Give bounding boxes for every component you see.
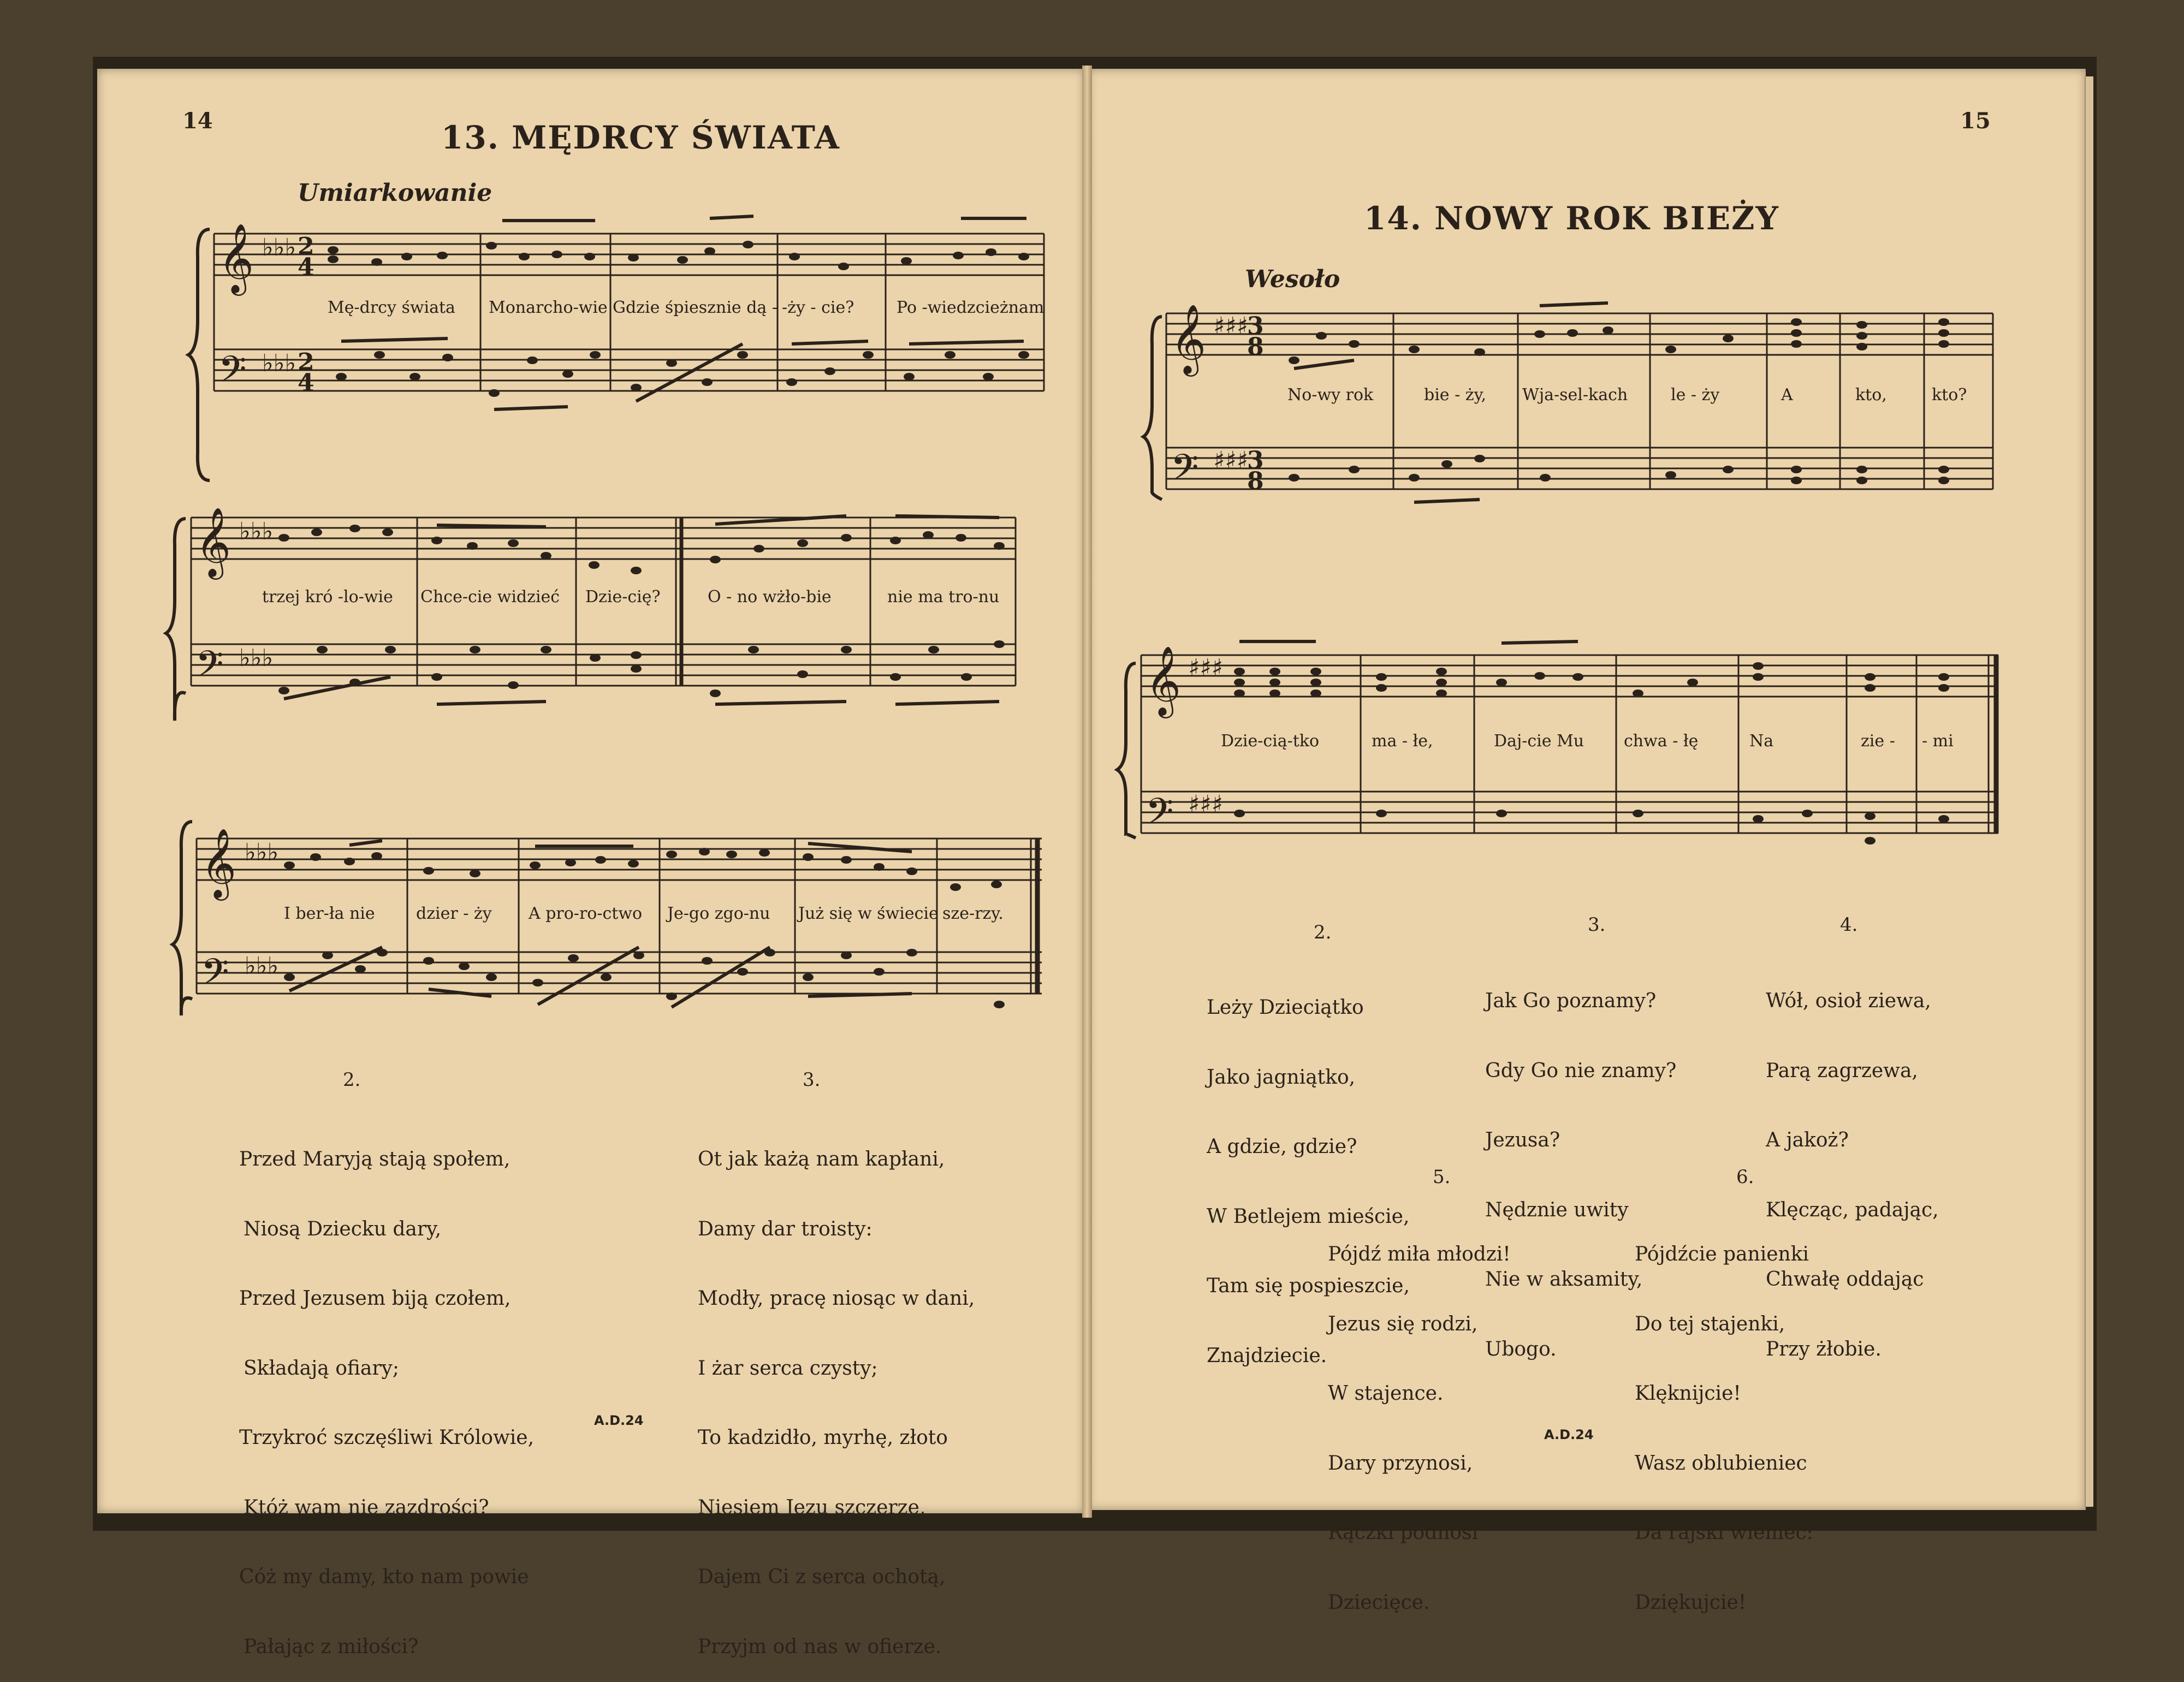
verse-number: 5. bbox=[1433, 1166, 1451, 1188]
verse-line: Rączki podnosi bbox=[1328, 1521, 1479, 1544]
page-number-right: 15 bbox=[1960, 108, 1991, 134]
verse-line: Gdy Go nie znamy? bbox=[1485, 1059, 1677, 1082]
verse-line: Znajdziecie. bbox=[1207, 1344, 1327, 1367]
verse-line: Wół, osioł ziewa, bbox=[1766, 990, 1931, 1012]
lyric-segment: chwa - łę bbox=[1624, 732, 1699, 751]
lyric-segment: No-wy rok bbox=[1287, 385, 1374, 405]
svg-text:♯♯♯: ♯♯♯ bbox=[1188, 654, 1223, 682]
lyric-segment: Je-go zgo-nu bbox=[667, 904, 770, 923]
lyric-segment: A pro-ro-ctwo bbox=[529, 904, 643, 923]
verse-line: Jezusa? bbox=[1485, 1129, 1560, 1151]
verse-line: Dajem Ci z serca ochotą, bbox=[698, 1566, 946, 1588]
lyric-segment: Dzie-cią-tko bbox=[1221, 732, 1320, 751]
page-number-left: 14 bbox=[182, 108, 213, 134]
lyric-segment: trzej kró -lo-wie bbox=[262, 587, 393, 607]
verse-line: Niesiem Jezu szczerze, bbox=[698, 1496, 926, 1519]
svg-text:♯♯♯: ♯♯♯ bbox=[1213, 312, 1248, 340]
lyric-segment: le - ży bbox=[1671, 385, 1720, 405]
verse-line: Pałając z miłości? bbox=[244, 1635, 419, 1658]
lyric-segment: nie ma tro-nu bbox=[887, 587, 1000, 607]
verse-line: Któż wam nie zazdrości? bbox=[244, 1496, 489, 1519]
verse-line: Przed Jezusem biją czołem, bbox=[239, 1287, 511, 1310]
verse-line: Ot jak każą nam kapłani, bbox=[698, 1148, 945, 1170]
svg-text:𝄢: 𝄢 bbox=[1146, 791, 1174, 841]
svg-text:♯♯♯: ♯♯♯ bbox=[1188, 791, 1223, 818]
lyric-segment: Dzie-cię? bbox=[585, 587, 661, 607]
tempo-marking-13: Umiarkowanie bbox=[298, 179, 492, 207]
verse-line: To kadzidło, myrhę, złoto bbox=[698, 1427, 948, 1449]
lyric-segment: ma - łe, bbox=[1372, 732, 1433, 751]
lyric-segment: sze-rzy. bbox=[942, 904, 1004, 923]
verse-line: Damy dar troisty: bbox=[698, 1217, 873, 1240]
verse-line: Pójdź miła młodzi! bbox=[1328, 1243, 1511, 1265]
verse-line: I żar serca czysty; bbox=[698, 1357, 878, 1380]
lyric-segment: bie - ży, bbox=[1424, 385, 1487, 405]
verse-line: Dary przynosi, bbox=[1328, 1452, 1473, 1475]
lyric-segment: dzier - ży bbox=[416, 904, 492, 923]
tempo-marking-14: Wesoło bbox=[1245, 265, 1340, 293]
verse-line: Jako jagniątko, bbox=[1207, 1066, 1356, 1089]
printer-mark: A.D.24 bbox=[1544, 1427, 1594, 1442]
svg-text:8: 8 bbox=[1247, 467, 1264, 495]
lyric-segment: A bbox=[1781, 385, 1793, 405]
lyric-segment: Na bbox=[1749, 732, 1774, 751]
verse-line: Cóż my damy, kto nam powie bbox=[239, 1566, 529, 1588]
svg-text:♭♭♭: ♭♭♭ bbox=[262, 349, 296, 377]
verse-number: 2. bbox=[343, 1069, 361, 1091]
song-title-13: 13. MĘDRCY ŚWIATA bbox=[441, 119, 840, 156]
svg-text:2: 2 bbox=[298, 348, 314, 376]
lyric-segment: Daj-cie Mu bbox=[1494, 732, 1584, 751]
verse-text bbox=[1328, 1197, 1511, 1638]
verse-line: A jakoż? bbox=[1766, 1129, 1849, 1151]
verse-number: 2. bbox=[1314, 922, 1332, 943]
verse-line: Jak Go poznamy? bbox=[1485, 990, 1657, 1012]
verse-line: Klęknijcie! bbox=[1635, 1382, 1741, 1405]
verse-line: Ubogo. bbox=[1485, 1338, 1557, 1360]
verse-line: Pójdźcie panienki bbox=[1635, 1243, 1809, 1265]
verse-number: 4. bbox=[1840, 914, 1858, 936]
verse-line: Tam się pospieszcie, bbox=[1207, 1275, 1410, 1297]
svg-text:3: 3 bbox=[1247, 447, 1264, 474]
svg-text:♭♭♭: ♭♭♭ bbox=[245, 839, 279, 866]
verse-line: Wasz oblubieniec bbox=[1635, 1452, 1807, 1475]
lyric-segment: zie - bbox=[1861, 732, 1895, 751]
lyric-segment: kto? bbox=[1932, 385, 1967, 405]
verse-line: Niosą Dziecku dary, bbox=[244, 1217, 442, 1240]
svg-text:♭♭♭: ♭♭♭ bbox=[239, 518, 274, 545]
lyric-segment: Monarcho-wie bbox=[489, 298, 608, 317]
svg-text:2: 2 bbox=[298, 233, 314, 260]
verse-line: Parą zagrzewa, bbox=[1766, 1059, 1918, 1082]
verse-line: Składają ofiary; bbox=[244, 1357, 400, 1380]
svg-text:𝄢: 𝄢 bbox=[1171, 447, 1199, 497]
verse-line: Przy żłobie. bbox=[1766, 1338, 1882, 1360]
lyric-segment: Po -wiedzcieżnam bbox=[897, 298, 1044, 317]
verse-line: Modły, pracę niosąc w dani, bbox=[698, 1287, 975, 1310]
verse-line: Jezus się rodzi, bbox=[1328, 1312, 1478, 1335]
lyric-segment: Gdzie śpiesznie dą - bbox=[613, 298, 778, 317]
svg-text:4: 4 bbox=[298, 253, 314, 281]
printer-mark: A.D.24 bbox=[594, 1413, 644, 1428]
verse-line: Nędznie uwity bbox=[1485, 1198, 1629, 1221]
svg-text:𝄞: 𝄞 bbox=[201, 828, 237, 898]
svg-text:𝄞: 𝄞 bbox=[1171, 304, 1207, 373]
svg-text:𝄞: 𝄞 bbox=[195, 507, 232, 576]
svg-text:𝄞: 𝄞 bbox=[218, 223, 254, 293]
svg-text:♭♭♭: ♭♭♭ bbox=[239, 644, 274, 672]
svg-text:𝄢: 𝄢 bbox=[201, 951, 229, 1002]
verse-line: Klęcząc, padając, bbox=[1766, 1198, 1939, 1221]
svg-text:4: 4 bbox=[298, 369, 314, 397]
lyric-segment: kto, bbox=[1855, 385, 1887, 405]
verse-line: Chwałę oddając bbox=[1766, 1268, 1924, 1291]
song-title-14: 14. NOWY ROK BIEŻY bbox=[1364, 200, 1779, 237]
lyric-segment: Wja-sel-kach bbox=[1522, 385, 1628, 405]
lyric-segment: Chce-cie widzieć bbox=[420, 587, 560, 607]
verse-line: Przyjm od nas w ofierze. bbox=[698, 1635, 942, 1658]
lyric-segment: O - no wżło-bie bbox=[708, 587, 832, 607]
verse-line: A gdzie, gdzie? bbox=[1207, 1136, 1357, 1158]
svg-text:𝄢: 𝄢 bbox=[218, 348, 247, 399]
verse-line: Trzykroć szczęśliwi Królowie, bbox=[239, 1427, 535, 1449]
lyric-segment: - mi bbox=[1922, 732, 1954, 751]
svg-text:𝄢: 𝄢 bbox=[195, 643, 224, 694]
lyric-segment: -ży - cie? bbox=[782, 298, 854, 317]
verse-line: Do tej stajenki, bbox=[1635, 1312, 1785, 1335]
verse-line: W stajence. bbox=[1328, 1382, 1444, 1405]
verse-line: Przed Maryją stają społem, bbox=[239, 1148, 511, 1170]
verse-line: W Betlejem mieście, bbox=[1207, 1205, 1410, 1228]
verse-line: Dziecięce. bbox=[1328, 1591, 1430, 1614]
svg-text:𝄞: 𝄞 bbox=[1146, 645, 1182, 715]
verse-line: Dziękujcie! bbox=[1635, 1591, 1747, 1614]
verse-number: 6. bbox=[1736, 1166, 1754, 1188]
svg-text:8: 8 bbox=[1247, 333, 1264, 361]
lyric-segment: Mę-drcy świata bbox=[328, 298, 455, 317]
verse-line: Nie w aksamity, bbox=[1485, 1268, 1643, 1291]
svg-text:3: 3 bbox=[1247, 312, 1264, 340]
verse-number: 3. bbox=[803, 1069, 821, 1091]
verse-line: Leży Dzieciątko bbox=[1207, 996, 1364, 1019]
verse-text bbox=[1635, 1197, 1813, 1638]
svg-text:♭♭♭: ♭♭♭ bbox=[262, 234, 296, 261]
verse-number: 3. bbox=[1588, 914, 1606, 936]
verse-line: Da rajski wieniec: bbox=[1635, 1521, 1813, 1544]
svg-text:♭♭♭: ♭♭♭ bbox=[245, 952, 279, 980]
lyric-segment: I ber-ła nie bbox=[284, 904, 375, 923]
svg-text:♯♯♯: ♯♯♯ bbox=[1213, 447, 1248, 474]
lyric-segment: Już się w świecie bbox=[798, 904, 939, 923]
